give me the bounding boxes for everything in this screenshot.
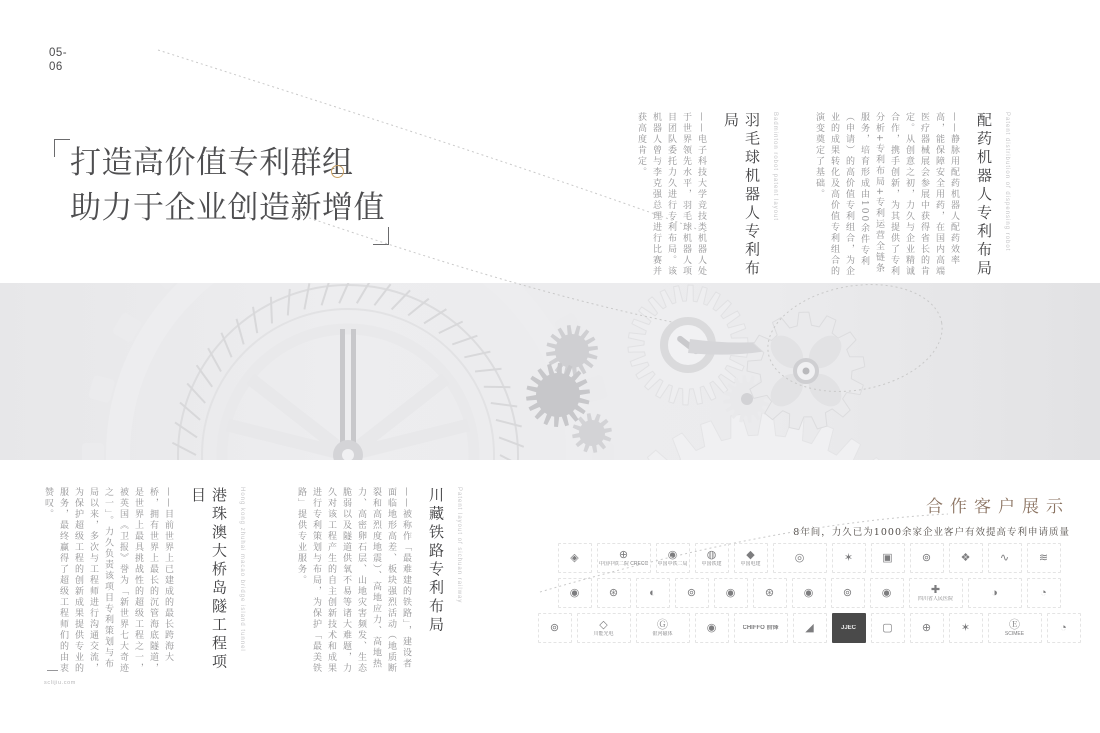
client-logo	[793, 613, 827, 643]
gears-illustration	[0, 283, 1100, 460]
client-logo-mark-icon: ◍	[706, 549, 717, 561]
client-logo-row	[549, 613, 1067, 643]
client-logo	[1027, 543, 1061, 573]
article-dispensing-caption: Patent distribution of dispensing robot	[1004, 112, 1010, 252]
client-logo-mark-icon: ◈	[570, 552, 579, 564]
client-logo	[831, 578, 865, 608]
client-logo-mark-icon: ◔	[1060, 622, 1067, 634]
client-logo-label: 中国中铁二局	[657, 561, 688, 567]
client-logo	[910, 543, 944, 573]
client-logo	[871, 543, 905, 573]
client-logo	[734, 613, 788, 643]
client-logo-mark-icon: ◉	[569, 587, 580, 599]
client-logo-row	[570, 578, 1048, 608]
client-logo	[558, 578, 592, 608]
client-logo-mark-icon: ◉	[803, 587, 814, 599]
client-logo	[734, 543, 768, 573]
client-logo	[870, 578, 904, 608]
client-logo	[714, 578, 748, 608]
client-logo-mark-icon: ⊕	[618, 549, 629, 561]
client-logo-mark-icon: ▢	[882, 622, 893, 634]
article-dispensing-title: 配药机器人专利布局	[975, 112, 993, 279]
client-logo	[1027, 578, 1061, 608]
clients-section-subtitle: 8年间，力久已为1000余家企业客户有效提高专利申请质量	[793, 527, 1070, 538]
footer-dash	[47, 670, 58, 671]
client-logo-label: 四川省人民医院	[917, 596, 953, 602]
client-logo-mark-icon: ◉	[881, 587, 892, 599]
client-logo	[832, 543, 866, 573]
client-logo	[577, 613, 631, 643]
client-logo-mark-icon: ⊛	[608, 587, 619, 599]
client-logo-mark-icon: ◑	[991, 587, 998, 599]
client-logo	[558, 543, 592, 573]
client-logo	[909, 578, 963, 608]
client-logo	[753, 578, 787, 608]
article-railway	[293, 487, 464, 679]
article-dispensing-robot	[811, 112, 1012, 280]
page-number	[49, 46, 67, 74]
client-logo-mark-icon: ∿	[999, 552, 1010, 564]
client-logo-mark-icon: ◇	[599, 619, 608, 631]
article-railway-title: 川藏铁路专利布局	[427, 487, 445, 635]
accent-circle-icon	[331, 165, 344, 178]
client-logo-mark-icon: ⊚	[686, 587, 697, 599]
article-dispensing-body: ——静脉用配药机器人配药效率高，能保障安全用药，在国内高端医疗器械展会参展中获得省长的肯定。从创意之初，力久与企业精诚合作，携手创新，为其提供了专利分析+专利布局+专利运营全链条服务，培育形成由100余件专利（申请）的高价值专利组合，为企业的成果转化及高价值专利组合的演变奠定了基础。	[814, 112, 959, 277]
article-bridge-caption: Hong kong zhuhai macao bridge island tunnel	[239, 487, 245, 652]
client-logo	[597, 543, 651, 573]
client-logo-mark-icon: ❖	[960, 552, 971, 564]
page-number-top: 05-	[49, 47, 68, 59]
client-logo-label: 中国中铁二院 CRECC	[598, 561, 649, 567]
client-logo-mark-icon: Ⓔ	[1009, 619, 1020, 631]
client-logo-mark-icon: ▣	[882, 552, 893, 564]
client-logo	[988, 613, 1042, 643]
client-logo-mark-icon: ⊚	[549, 622, 560, 634]
client-logo-mark-icon: ◉	[667, 549, 678, 561]
client-logo	[988, 543, 1022, 573]
client-logo-label: SCIMEE	[1004, 631, 1025, 637]
headline-line-2: 助力于企业创造新增值	[70, 190, 385, 226]
headline-line-1: 打造高价值专利群组	[70, 145, 354, 181]
clients-section-title: 合作客户展示	[926, 497, 1070, 517]
bracket-open-icon	[54, 139, 70, 157]
client-logo-mark-icon: ✶	[843, 552, 854, 564]
client-logo	[773, 543, 827, 573]
client-logo	[656, 543, 690, 573]
client-logo	[968, 578, 1022, 608]
client-logo	[675, 578, 709, 608]
client-logo-mark-icon: Ⓖ	[657, 619, 668, 631]
client-logo	[695, 613, 729, 643]
client-logo-mark-icon: ≋	[1038, 552, 1049, 564]
article-bridge-body: ——目前世界上已建成的最长跨海大桥，拥有世界上最长的沉管海底隧道，是世界上最具挑战性的超级工程之一，被英国《卫报》誉为「新世界七大奇迹之一」。力久负责该项目专利策划与布局以来，多次与工程师进行沟通交流，为保护超级工程的创新成果提供专业的服务，最终赢得了超级工程师们的由衷赞叹。	[43, 487, 173, 674]
client-logo-mark-icon: ◐	[649, 587, 656, 599]
client-logo	[871, 613, 905, 643]
client-logo-label: 中国电建	[740, 561, 761, 567]
page-title	[70, 141, 385, 231]
client-logo-mark-icon: ◉	[706, 622, 717, 634]
client-logo-row	[570, 543, 1048, 573]
client-logo	[538, 613, 572, 643]
client-logo-mark-icon: ⊕	[921, 622, 932, 634]
clients-section-header	[793, 492, 1070, 538]
client-logo-label: 川能光电	[593, 631, 614, 637]
client-logo	[597, 578, 631, 608]
client-logo-mark-icon: ⊚	[842, 587, 853, 599]
client-logo-mark-icon: ✚	[930, 584, 941, 596]
article-badminton-title: 羽毛球机器人专利布局	[722, 112, 761, 279]
client-logo-mark-icon: ⊛	[764, 587, 775, 599]
client-logo-label: CHIFFO 前锋	[742, 625, 779, 631]
client-logo	[949, 613, 983, 643]
client-logo	[910, 613, 944, 643]
client-logo	[832, 613, 866, 643]
client-logo-label: 银河磁体	[652, 631, 673, 637]
client-logo-mark-icon: ◎	[794, 552, 805, 564]
client-logo	[695, 543, 729, 573]
client-logo-mark-icon: ◔	[1040, 587, 1047, 599]
client-logo-grid	[549, 543, 1067, 648]
article-railway-body: ——被称作「最难建的铁路」，建设者面临地形高差、板块强烈活动（地质断裂和高烈度地震）、高地应力、高地热力、高密卵石层、山地灾害频发、生态脆弱以及隧道供氧不易等诸大难题，力久对该工程产生的自主创新技术和成果进行专利策划与布局，为保护「最美铁路」提供专业服务。	[296, 487, 411, 674]
client-logo	[636, 578, 670, 608]
client-logo-mark-icon: ✶	[960, 622, 971, 634]
client-logo-mark-icon: ⊚	[921, 552, 932, 564]
page-number-bottom: 06	[49, 61, 63, 73]
client-logo	[1047, 613, 1081, 643]
client-logo-label: 中国铁建	[701, 561, 722, 567]
bracket-close-icon	[373, 227, 389, 245]
footer-url: sclijiu.com	[44, 680, 76, 686]
client-logo-mark-icon: ◉	[725, 587, 736, 599]
article-bridge-project	[40, 487, 247, 679]
article-badminton-body: ——电子科技大学竞技类机器人处于世界领先水平，羽毛球机器人项目团队委托力久进行专利布局。该机器人曾与李克强总理进行比赛并获高度肯定。	[636, 112, 706, 277]
client-logo-label: JJEC	[840, 625, 856, 631]
client-logo-mark-icon: ◢	[805, 622, 814, 634]
client-logo	[636, 613, 690, 643]
article-bridge-title: 港珠澳大桥岛隧工程项目	[189, 487, 228, 672]
article-badminton-caption: Badminton robot patent layout	[772, 112, 778, 222]
client-logo-mark-icon: ◆	[746, 549, 755, 561]
client-logo	[949, 543, 983, 573]
article-railway-caption: Patent layout of sichuan railway	[456, 487, 462, 604]
client-logo	[792, 578, 826, 608]
article-badminton-robot	[633, 112, 780, 280]
